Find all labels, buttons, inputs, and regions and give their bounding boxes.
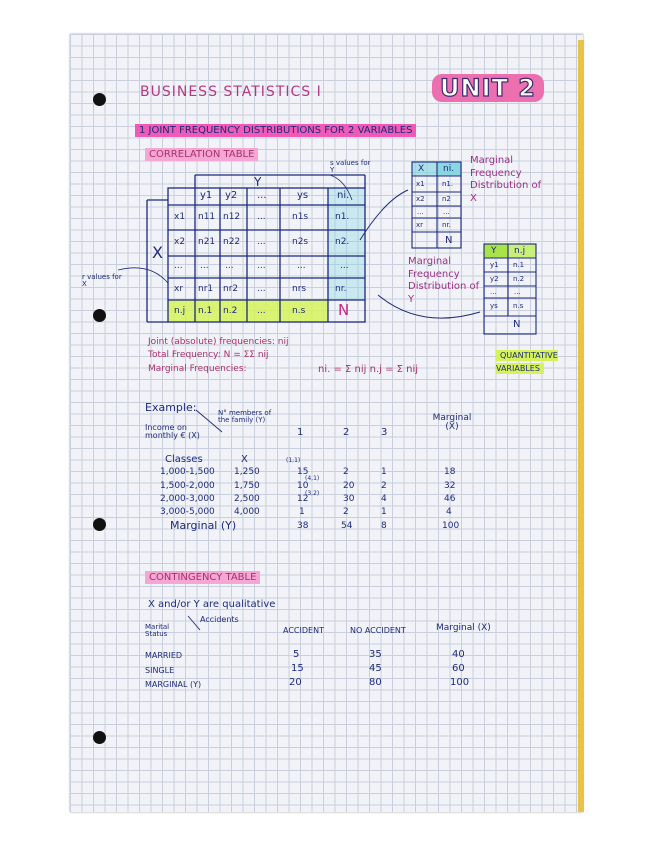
contingency-row-var: Marital Status (145, 623, 170, 638)
example-cell: 1,500-2,000 (160, 481, 215, 491)
marginal-x-cell: n1. (442, 180, 454, 188)
annotation: (3,2) (305, 490, 320, 497)
def-marginal: Marginal Frequencies: (148, 364, 247, 374)
correlation-table-label: CORRELATION TABLE (145, 148, 258, 161)
table-cell: ... (257, 284, 266, 294)
example-col-var: N° members of the family (Y) (218, 409, 272, 424)
marginal-y-total: N (513, 319, 521, 330)
example-cell: 30 (343, 494, 355, 504)
table-cell: ... (200, 261, 209, 271)
marginal-x-caption: Marginal Frequency Distribution of X (470, 155, 542, 204)
example-cell: 10 (297, 481, 309, 491)
table-cell: ... (257, 306, 266, 316)
table-cell: ... (225, 261, 234, 271)
marginal-x-cell: n2 (442, 195, 451, 203)
contingency-row-label: MARGINAL (Y) (145, 680, 202, 689)
y-variable-label: Y (254, 175, 262, 189)
table-cell: n2s (292, 237, 309, 247)
col-header: ys (297, 190, 309, 201)
example-cell: 4 (446, 507, 452, 517)
table-cell: n.j (174, 306, 186, 316)
marginal-y-header: n.j (514, 246, 526, 256)
table-cell: ... (174, 261, 183, 271)
col-header: y2 (225, 190, 238, 201)
example-label: Example: (145, 401, 197, 414)
table-cell: ... (257, 212, 266, 222)
example-marginal: 100 (442, 521, 460, 531)
marginal-x-cell: x1 (416, 180, 425, 188)
example-marginal-x-header: Marginal (X) (432, 413, 472, 432)
contingency-cell: 100 (450, 677, 470, 688)
contingency-cell: 45 (369, 663, 382, 674)
contingency-col-var: Accidents (200, 615, 239, 624)
table-cell: xr (174, 284, 184, 294)
table-cell: nr2 (223, 284, 239, 294)
example-marginal: 8 (381, 521, 387, 531)
contingency-cell: 60 (452, 663, 465, 674)
table-cell: nrs (292, 284, 307, 294)
quantitative-label: QUANTITATIVE VARIABLES (496, 351, 558, 373)
example-cell: 12 (297, 494, 309, 504)
table-cell: x2 (174, 237, 186, 247)
example-col-value: 3 (381, 427, 388, 438)
contingency-cell: 80 (369, 677, 382, 688)
table-cell: n1. (335, 212, 350, 222)
contingency-row-label: SINGLE (145, 666, 175, 675)
example-cell: 1 (381, 467, 387, 477)
table-cell: ... (340, 261, 349, 271)
table-cell: nr1 (198, 284, 214, 294)
marginal-x-cell: ... (443, 208, 450, 216)
marginal-y-caption: Marginal Frequency Distribution of Y (408, 256, 480, 305)
section-heading: 1 JOINT FREQUENCY DISTRIBUTIONS FOR 2 VARIABLES (135, 124, 416, 137)
example-cell: 1 (381, 507, 387, 517)
table-cell: n2. (335, 237, 350, 247)
table-cell: n11 (198, 212, 216, 222)
contingency-cell: 35 (369, 649, 382, 660)
annotation: (1,1) (286, 457, 301, 464)
marginal-y-cell: ys (490, 302, 498, 310)
example-cell: 2,500 (234, 494, 260, 504)
contingency-note: X and/or Y are qualitative (148, 599, 276, 610)
example-marginal: 38 (297, 521, 309, 531)
x-header: X (241, 454, 248, 465)
table-cell: nr. (335, 284, 347, 294)
contingency-cell: 5 (293, 649, 300, 660)
col-header: y1 (200, 190, 213, 201)
page-title: BUSINESS STATISTICS I (140, 84, 322, 100)
table-cell: n.1 (198, 306, 213, 316)
marginal-x-cell: ... (417, 208, 424, 216)
contingency-header: ACCIDENT (283, 626, 324, 635)
table-cell: n12 (223, 212, 241, 222)
table-cell: n1s (292, 212, 309, 222)
example-cell: 46 (444, 494, 456, 504)
table-cell: n.2 (223, 306, 238, 316)
marginal-y-header: Y (491, 246, 497, 256)
marginal-x-cell: x2 (416, 195, 425, 203)
example-cell: 2 (343, 507, 349, 517)
example-col-value: 2 (343, 427, 350, 438)
example-cell: 32 (444, 481, 456, 491)
example-col-value: 1 (297, 427, 304, 438)
marginal-y-cell: ... (514, 288, 521, 296)
marginal-y-cell: y1 (490, 261, 499, 269)
table-cell-total: N (338, 301, 350, 319)
marginal-y-cell: n.2 (513, 275, 525, 283)
table-cell: x1 (174, 212, 186, 222)
table-cell: n.s (292, 306, 306, 316)
marginal-x-cell: xr (416, 221, 424, 229)
s-values-note: s values for Y (330, 159, 371, 174)
example-marginal: 54 (341, 521, 353, 531)
col-header: ... (257, 190, 267, 201)
example-cell: 4 (381, 494, 387, 504)
def-total: Total Frequency: N = ΣΣ nij (148, 350, 269, 360)
def-joint: Joint (absolute) frequencies: nij (148, 337, 289, 347)
example-cell: 1,250 (234, 467, 260, 477)
annotation: (4,1) (305, 475, 320, 482)
unit-badge: UNIT 2 (432, 74, 544, 102)
contingency-header: Marginal (X) (436, 623, 491, 633)
example-cell: 2 (343, 467, 349, 477)
table-cell: n22 (223, 237, 241, 247)
contingency-cell: 20 (289, 677, 302, 688)
example-cell: 3,000-5,000 (160, 507, 215, 517)
example-cell: 4,000 (234, 507, 260, 517)
classes-header: Classes (165, 454, 203, 465)
example-marginal-label: Marginal (Y) (170, 519, 237, 532)
example-cell: 1,000-1,500 (160, 467, 215, 477)
example-cell: 2 (381, 481, 387, 491)
example-cell: 18 (444, 467, 456, 477)
example-cell: 20 (343, 481, 355, 491)
contingency-table-label: CONTINGENCY TABLE (145, 571, 260, 584)
example-cell: 1,750 (234, 481, 260, 491)
example-cell: 15 (297, 467, 309, 477)
contingency-cell: 40 (452, 649, 465, 660)
contingency-row-label: MARRIED (145, 651, 183, 660)
marginal-x-header: ni. (443, 164, 455, 174)
marginal-y-cell: ... (490, 288, 497, 296)
example-row-var: Income on monthly € (X) (145, 423, 200, 440)
table-cell: ... (257, 261, 266, 271)
marginal-y-cell: y2 (490, 275, 499, 283)
marginal-x-total: N (445, 235, 453, 246)
table-cell: ... (297, 261, 306, 271)
marginal-y-cell: n.s (513, 302, 524, 310)
marginal-x-cell: nr. (442, 221, 451, 229)
marginal-x-header: X (418, 164, 425, 174)
col-header: ni. (337, 190, 350, 201)
table-cell: n21 (198, 237, 216, 247)
r-values-note: r values for X (82, 273, 122, 288)
table-cell: ... (257, 237, 266, 247)
example-cell: 1 (299, 507, 305, 517)
contingency-header: NO ACCIDENT (350, 626, 406, 635)
example-cell: 2,000-3,000 (160, 494, 215, 504)
contingency-cell: 15 (291, 663, 304, 674)
x-variable-label: X (152, 243, 163, 262)
marginal-y-cell: n.1 (513, 261, 525, 269)
def-marginal-formula: ni. = Σ nij n.j = Σ nij (318, 364, 419, 375)
